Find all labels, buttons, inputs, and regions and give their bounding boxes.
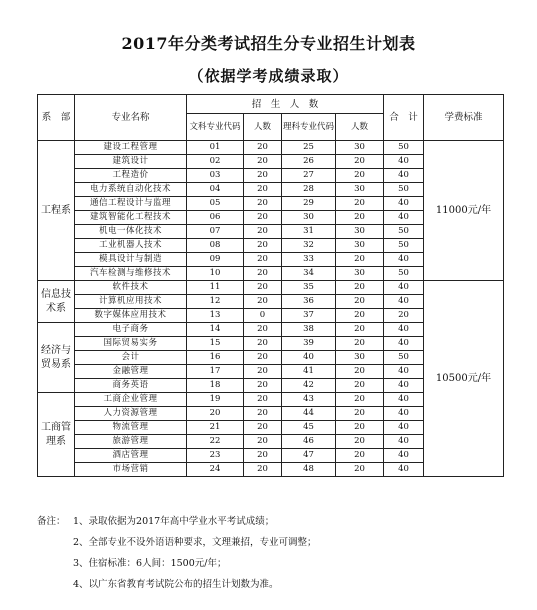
total-cell: 20: [384, 309, 424, 323]
note-line: [37, 530, 507, 551]
arts-code-cell: 13: [187, 309, 244, 323]
note-text: 3、住宿标准：6人间：1500元/年；: [73, 557, 227, 569]
major-cell: 计算机应用技术: [75, 295, 187, 309]
sci-code-cell: 30: [282, 211, 336, 225]
note-text: 4、以广东省教育考试院公布的招生计划数为准。: [73, 578, 279, 590]
sci-code-cell: 42: [282, 379, 336, 393]
sci-count-cell: 20: [336, 407, 384, 421]
dept-cell: 信息技术系: [38, 281, 75, 323]
note-text: 2、全部专业不设外语语种要求，文理兼招，专业可调整；: [73, 536, 317, 548]
arts-code-cell: 07: [187, 225, 244, 239]
major-cell: 汽车检测与维修技术: [75, 267, 187, 281]
total-cell: 40: [384, 253, 424, 267]
sci-count-cell: 20: [336, 169, 384, 183]
total-cell: 50: [384, 239, 424, 253]
sci-count-cell: 20: [336, 323, 384, 337]
page-subtitle: （依据学考成绩录取）: [188, 67, 349, 85]
arts-count-cell: 20: [244, 449, 282, 463]
major-cell: 物流管理: [75, 421, 187, 435]
arts-count-cell: 20: [244, 379, 282, 393]
total-cell: 40: [384, 435, 424, 449]
arts-count-cell: 20: [244, 239, 282, 253]
arts-count-cell: 20: [244, 337, 282, 351]
sci-count-cell: 20: [336, 309, 384, 323]
header-major: 专业名称: [75, 95, 187, 141]
major-cell: 旅游管理: [75, 435, 187, 449]
total-cell: 40: [384, 197, 424, 211]
arts-count-cell: 0: [244, 309, 282, 323]
header-sci-count: 人数: [336, 114, 384, 141]
major-cell: 通信工程设计与监理: [75, 197, 187, 211]
major-cell: 建筑设计: [75, 155, 187, 169]
total-cell: 40: [384, 463, 424, 477]
major-cell: 模具设计与制造: [75, 253, 187, 267]
sci-code-cell: 47: [282, 449, 336, 463]
enrollment-plan-table: [37, 94, 504, 477]
major-cell: 工业机器人技术: [75, 239, 187, 253]
arts-code-cell: 16: [187, 351, 244, 365]
arts-code-cell: 06: [187, 211, 244, 225]
header-dept: 系 部: [38, 95, 75, 141]
fee-cell: 10500元/年: [424, 281, 504, 477]
major-cell: 电力系统自动化技术: [75, 183, 187, 197]
note-line: [37, 572, 507, 593]
sci-code-cell: 29: [282, 197, 336, 211]
major-cell: 市场营销: [75, 463, 187, 477]
arts-code-cell: 10: [187, 267, 244, 281]
page-title: 2017年分类考试招生分专业招生计划表: [121, 34, 416, 53]
total-cell: 40: [384, 379, 424, 393]
sci-count-cell: 20: [336, 155, 384, 169]
sci-code-cell: 38: [282, 323, 336, 337]
arts-count-cell: 20: [244, 421, 282, 435]
total-cell: 50: [384, 141, 424, 155]
fee-cell: 11000元/年: [424, 141, 504, 281]
arts-code-cell: 05: [187, 197, 244, 211]
sci-code-cell: 31: [282, 225, 336, 239]
major-cell: 建筑智能化工程技术: [75, 211, 187, 225]
arts-count-cell: 20: [244, 267, 282, 281]
arts-count-cell: 20: [244, 281, 282, 295]
total-cell: 40: [384, 323, 424, 337]
note-line: [37, 551, 507, 572]
sci-code-cell: 32: [282, 239, 336, 253]
arts-count-cell: 20: [244, 225, 282, 239]
sci-count-cell: 20: [336, 197, 384, 211]
total-cell: 50: [384, 267, 424, 281]
sci-code-cell: 35: [282, 281, 336, 295]
arts-code-cell: 03: [187, 169, 244, 183]
arts-code-cell: 01: [187, 141, 244, 155]
total-cell: 50: [384, 225, 424, 239]
major-cell: 人力资源管理: [75, 407, 187, 421]
dept-cell: 工程系: [38, 141, 75, 281]
arts-code-cell: 17: [187, 365, 244, 379]
arts-code-cell: 15: [187, 337, 244, 351]
arts-count-cell: 20: [244, 169, 282, 183]
header-row-1: [38, 95, 504, 114]
sci-code-cell: 39: [282, 337, 336, 351]
arts-count-cell: 20: [244, 295, 282, 309]
major-cell: 工商企业管理: [75, 393, 187, 407]
major-cell: 酒店管理: [75, 449, 187, 463]
notes-label: 备注：: [37, 515, 66, 527]
sci-count-cell: 30: [336, 351, 384, 365]
total-cell: 40: [384, 449, 424, 463]
sci-count-cell: 20: [336, 281, 384, 295]
sci-count-cell: 30: [336, 183, 384, 197]
major-cell: 电子商务: [75, 323, 187, 337]
sci-code-cell: 41: [282, 365, 336, 379]
arts-code-cell: 02: [187, 155, 244, 169]
total-cell: 40: [384, 421, 424, 435]
major-cell: 数字媒体应用技术: [75, 309, 187, 323]
sci-count-cell: 20: [336, 295, 384, 309]
arts-code-cell: 24: [187, 463, 244, 477]
major-cell: 会计: [75, 351, 187, 365]
arts-code-cell: 22: [187, 435, 244, 449]
major-cell: 工程造价: [75, 169, 187, 183]
arts-code-cell: 11: [187, 281, 244, 295]
sci-count-cell: 20: [336, 435, 384, 449]
sci-count-cell: 20: [336, 393, 384, 407]
arts-count-cell: 20: [244, 435, 282, 449]
sci-code-cell: 28: [282, 183, 336, 197]
table-row: [38, 281, 504, 295]
arts-count-cell: 20: [244, 197, 282, 211]
arts-code-cell: 19: [187, 393, 244, 407]
sci-count-cell: 20: [336, 337, 384, 351]
sci-code-cell: 45: [282, 421, 336, 435]
total-cell: 40: [384, 337, 424, 351]
arts-count-cell: 20: [244, 183, 282, 197]
arts-code-cell: 21: [187, 421, 244, 435]
header-quota: 招 生 人 数: [187, 95, 384, 114]
sci-count-cell: 30: [336, 225, 384, 239]
total-cell: 40: [384, 155, 424, 169]
arts-count-cell: 20: [244, 323, 282, 337]
arts-code-cell: 08: [187, 239, 244, 253]
header-fee: 学费标准: [424, 95, 504, 141]
total-cell: 40: [384, 365, 424, 379]
sci-count-cell: 20: [336, 211, 384, 225]
sci-count-cell: 20: [336, 253, 384, 267]
sci-code-cell: 26: [282, 155, 336, 169]
sci-count-cell: 30: [336, 239, 384, 253]
major-cell: 国际贸易实务: [75, 337, 187, 351]
major-cell: 机电一体化技术: [75, 225, 187, 239]
arts-code-cell: 09: [187, 253, 244, 267]
table-row: [38, 141, 504, 155]
total-cell: 40: [384, 407, 424, 421]
sci-code-cell: 46: [282, 435, 336, 449]
sci-code-cell: 25: [282, 141, 336, 155]
arts-count-cell: 20: [244, 351, 282, 365]
arts-code-cell: 20: [187, 407, 244, 421]
arts-code-cell: 12: [187, 295, 244, 309]
major-cell: 商务英语: [75, 379, 187, 393]
arts-count-cell: 20: [244, 211, 282, 225]
sci-code-cell: 34: [282, 267, 336, 281]
dept-cell: 工商管理系: [38, 393, 75, 477]
total-cell: 40: [384, 295, 424, 309]
sci-code-cell: 48: [282, 463, 336, 477]
sci-code-cell: 37: [282, 309, 336, 323]
major-cell: 建设工程管理: [75, 141, 187, 155]
notes-section: [37, 509, 507, 593]
sci-count-cell: 20: [336, 449, 384, 463]
header-sci-code: 理科专业代码: [282, 114, 336, 141]
major-cell: 软件技术: [75, 281, 187, 295]
arts-count-cell: 20: [244, 155, 282, 169]
total-cell: 50: [384, 351, 424, 365]
arts-count-cell: 20: [244, 393, 282, 407]
sci-count-cell: 20: [336, 421, 384, 435]
note-line: [37, 509, 507, 530]
arts-code-cell: 18: [187, 379, 244, 393]
sci-count-cell: 30: [336, 141, 384, 155]
total-cell: 50: [384, 183, 424, 197]
arts-code-cell: 23: [187, 449, 244, 463]
arts-count-cell: 20: [244, 253, 282, 267]
total-cell: 40: [384, 281, 424, 295]
sci-count-cell: 20: [336, 463, 384, 477]
sci-code-cell: 36: [282, 295, 336, 309]
arts-code-cell: 14: [187, 323, 244, 337]
sci-code-cell: 44: [282, 407, 336, 421]
sci-code-cell: 43: [282, 393, 336, 407]
header-arts-code: 文科专业代码: [187, 114, 244, 141]
header-arts-count: 人数: [244, 114, 282, 141]
total-cell: 40: [384, 211, 424, 225]
dept-cell: 经济与贸易系: [38, 323, 75, 393]
arts-code-cell: 04: [187, 183, 244, 197]
arts-count-cell: 20: [244, 141, 282, 155]
sci-count-cell: 20: [336, 379, 384, 393]
total-cell: 40: [384, 169, 424, 183]
arts-count-cell: 20: [244, 463, 282, 477]
sci-count-cell: 20: [336, 365, 384, 379]
major-cell: 金融管理: [75, 365, 187, 379]
sci-code-cell: 40: [282, 351, 336, 365]
header-total: 合 计: [384, 95, 424, 141]
note-text: 1、录取依据为2017年高中学业水平考试成绩；: [73, 515, 275, 527]
arts-count-cell: 20: [244, 365, 282, 379]
sci-code-cell: 33: [282, 253, 336, 267]
sci-code-cell: 27: [282, 169, 336, 183]
total-cell: 40: [384, 393, 424, 407]
arts-count-cell: 20: [244, 407, 282, 421]
sci-count-cell: 30: [336, 267, 384, 281]
